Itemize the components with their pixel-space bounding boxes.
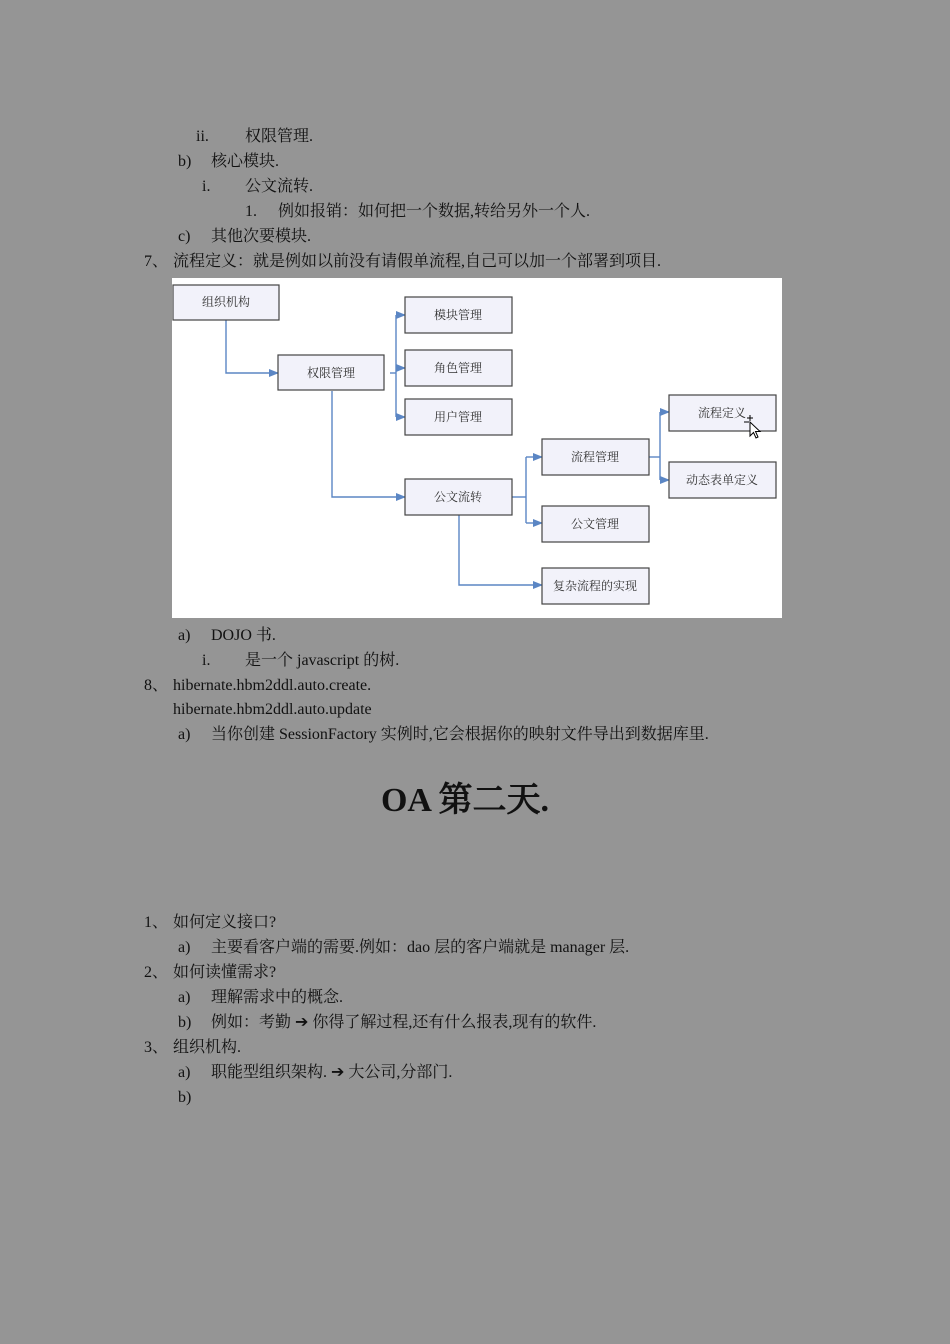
list-marker: 8、: [144, 677, 169, 694]
list-marker: 1.: [245, 203, 257, 220]
list-text: 职能型组织架构. ➔ 大公司,分部门.: [211, 1064, 453, 1081]
list-marker: 7、: [144, 253, 169, 270]
list-text: 例如：考勤 ➔ 你得了解过程,还有什么报表,现有的软件.: [211, 1014, 597, 1031]
node-label: 用户管理: [433, 410, 483, 424]
list-marker: i.: [202, 178, 211, 195]
node-dynform: [669, 462, 776, 498]
list-text: 如何读懂需求?: [173, 964, 277, 981]
list-marker: 1、: [144, 914, 169, 931]
node-label: 组织机构: [201, 295, 251, 309]
node-label: 公文管理: [570, 517, 620, 531]
list-marker: a): [178, 1064, 191, 1081]
diagram-svg: [172, 278, 782, 618]
node-org: [173, 285, 279, 320]
list-marker: c): [178, 228, 191, 245]
node-complex: [542, 568, 649, 604]
node-docmgr: [542, 506, 649, 542]
list-text: 理解需求中的概念.: [211, 989, 344, 1006]
list-marker: a): [178, 627, 191, 644]
list-marker: b): [178, 1089, 192, 1106]
node-label: 模块管理: [433, 308, 483, 322]
node-flowdef: [669, 395, 776, 431]
node-label: 流程定义: [697, 406, 747, 420]
list-marker: ii.: [196, 128, 209, 145]
node-label: 角色管理: [433, 361, 483, 375]
list-text: 当你创建 SessionFactory 实例时,它会根据你的映射文件导出到数据库里.: [211, 726, 709, 743]
org-structure-diagram: [172, 278, 782, 618]
list-text: 权限管理.: [245, 128, 314, 145]
node-label: 权限管理: [306, 366, 356, 380]
list-text: 如何定义接口?: [173, 914, 277, 931]
node-perm: [278, 355, 384, 390]
node-flow: [542, 439, 649, 475]
list-text: 主要看客户端的需要.例如：dao 层的客户端就是 manager 层.: [211, 939, 630, 956]
list-text: 组织机构.: [173, 1039, 242, 1056]
list-text: hibernate.hbm2ddl.auto.create.: [173, 677, 372, 694]
node-doc: [405, 479, 512, 515]
node-label: 动态表单定义: [685, 473, 759, 487]
list-marker: a): [178, 726, 191, 743]
list-marker: b): [178, 1014, 192, 1031]
node-label: 复杂流程的实现: [552, 579, 638, 593]
list-marker: 2、: [144, 964, 169, 981]
node-role: [405, 350, 512, 386]
node-label: 流程管理: [570, 450, 620, 464]
list-text: 是一个 javascript 的树.: [245, 652, 400, 669]
section-heading: OA 第二天.: [380, 782, 550, 819]
node-module: [405, 297, 512, 333]
node-label: 公文流转: [433, 490, 483, 504]
list-marker: b): [178, 153, 192, 170]
list-text: 核心模块.: [211, 153, 280, 170]
list-marker: a): [178, 939, 191, 956]
list-marker: i.: [202, 652, 211, 669]
list-marker: 3、: [144, 1039, 169, 1056]
list-text: 其他次要模块.: [211, 228, 312, 245]
list-marker: a): [178, 989, 191, 1006]
list-text: 流程定义：就是例如以前没有请假单流程,自己可以加一个部署到项目.: [173, 253, 662, 270]
list-text: 公文流转.: [245, 178, 314, 195]
list-text: 例如报销：如何把一个数据,转给另外一个人.: [278, 203, 591, 220]
list-text: DOJO 书.: [211, 627, 276, 644]
node-user: [405, 399, 512, 435]
list-text: hibernate.hbm2ddl.auto.update: [173, 701, 372, 718]
